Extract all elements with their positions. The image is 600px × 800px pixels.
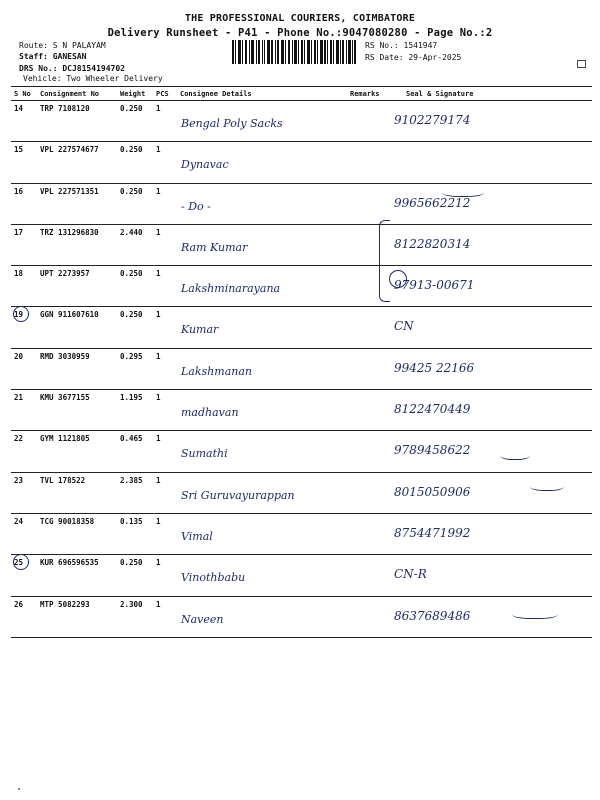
column-header-consignment: Consignment No [37, 87, 117, 101]
consignment-cell-text: GYM 1121805 [40, 434, 90, 444]
pcs-cell-text: 1 [156, 558, 161, 568]
weight-cell [117, 142, 153, 183]
consignee-cell [177, 307, 347, 348]
pcs-cell [153, 224, 177, 265]
weight-cell-text: 0.135 [120, 516, 143, 526]
consignee-cell-text: Naveen [181, 612, 224, 626]
weight-cell-text: 0.250 [120, 558, 143, 568]
table-row [11, 183, 592, 224]
consignment-cell [37, 307, 117, 348]
weight-cell-text: 0.250 [120, 310, 143, 320]
consignee-cell-text: Dynavac [181, 158, 229, 172]
signature-cell-text: 8122470449 [394, 402, 471, 417]
pcs-cell-text: 1 [156, 310, 161, 320]
pcs-cell [153, 555, 177, 596]
signature-cell [384, 307, 592, 348]
pcs-cell [153, 266, 177, 307]
consignment-cell-text: VPL 227571351 [40, 186, 99, 196]
pcs-cell-text: 1 [156, 269, 161, 279]
weight-cell-text: 2.440 [120, 227, 143, 237]
consignment-cell-text: TVL 178522 [40, 475, 86, 485]
consignment-cell [37, 513, 117, 554]
sno-cell-text: 22 [14, 434, 24, 444]
pen-scribble [442, 186, 484, 197]
table-row [11, 472, 592, 513]
consignee-cell [177, 183, 347, 224]
remarks-cell [347, 142, 384, 183]
sno-cell-text: 14 [14, 104, 24, 113]
pcs-cell-text: 1 [156, 186, 161, 196]
consignee-cell [177, 472, 347, 513]
barcode-image [232, 40, 356, 64]
signature-cell [384, 101, 592, 142]
consignee-cell [177, 390, 347, 431]
signature-cell-text: 8015050906 [394, 484, 471, 499]
sno-cell-text: 20 [14, 351, 24, 361]
signature-cell [384, 472, 592, 513]
signature-cell-text: 9789458622 [394, 443, 471, 458]
sno-cell [11, 555, 37, 596]
weight-cell-text: 2.385 [120, 475, 143, 485]
column-header-signature: Seal & Signature [384, 87, 592, 101]
sno-cell [11, 596, 37, 637]
remarks-cell [347, 348, 384, 389]
consignee-cell [177, 142, 347, 183]
signature-cell-text: 8754471992 [394, 525, 471, 540]
sno-cell-text: 15 [14, 145, 24, 155]
signature-cell [384, 555, 592, 596]
vehicle-label: Vehicle: Two Wheeler Delivery [23, 74, 163, 83]
drs-number: DRS No.: DCJ8154194702 [19, 64, 125, 73]
consignment-cell [37, 142, 117, 183]
pen-scribble [500, 449, 530, 460]
signature-cell [384, 183, 592, 224]
title-line-2: Delivery Runsheet - P41 - Phone No.:9047080280 - Page No.:2 [107, 27, 493, 39]
consignment-cell-text: UPT 2273957 [40, 269, 90, 279]
column-header-weight: Weight [117, 87, 153, 101]
weight-cell [117, 390, 153, 431]
table-row [11, 555, 592, 596]
consignee-cell [177, 513, 347, 554]
pcs-cell [153, 183, 177, 224]
consignee-cell-text: madhavan [181, 406, 239, 420]
signature-cell [384, 224, 592, 265]
column-header-sno: S No [11, 87, 37, 101]
remarks-cell [347, 513, 384, 554]
rs-date: RS Date: 29-Apr-2025 [365, 53, 462, 62]
table-row [11, 224, 592, 265]
route-label: Route: S N PALAYAM [19, 41, 106, 50]
pcs-cell [153, 472, 177, 513]
consignee-cell-text: Lakshmanan [181, 364, 252, 378]
sno-cell-text: 21 [14, 393, 24, 403]
weight-cell [117, 183, 153, 224]
consignment-cell [37, 183, 117, 224]
sno-cell [11, 142, 37, 183]
pcs-cell-text: 1 [156, 104, 161, 113]
sno-cell-text: 16 [14, 186, 24, 196]
consignment-cell [37, 472, 117, 513]
weight-cell [117, 266, 153, 307]
consignment-cell [37, 596, 117, 637]
remarks-cell [347, 472, 384, 513]
signature-cell-text: 8122820314 [394, 236, 471, 251]
pcs-cell [153, 307, 177, 348]
signature-cell [384, 431, 592, 472]
column-header-remarks: Remarks [347, 87, 384, 101]
consignment-cell-text: TCG 90018358 [40, 516, 95, 526]
runsheet-table [11, 86, 592, 638]
consignment-cell-text: TRZ 131296830 [40, 227, 99, 237]
signature-cell-text: 8637689486 [394, 608, 471, 623]
consignee-cell-text: Kumar [181, 323, 219, 337]
pcs-cell [153, 390, 177, 431]
weight-cell-text: 2.300 [120, 599, 143, 609]
sno-cell [11, 348, 37, 389]
consignee-cell-text: Lakshminarayana [181, 282, 281, 296]
consignment-cell-text: TRP 7108120 [40, 104, 90, 113]
signature-cell [384, 266, 592, 307]
pcs-cell [153, 431, 177, 472]
weight-cell [117, 555, 153, 596]
staff-label: Staff: [19, 52, 48, 61]
signature-cell [384, 596, 592, 637]
consignee-cell-text: Vimal [181, 529, 213, 543]
consignment-cell-text: VPL 227574677 [40, 145, 99, 155]
remarks-cell [347, 390, 384, 431]
sno-cell [11, 472, 37, 513]
consignee-cell-text: Ram Kumar [181, 240, 248, 254]
consignee-cell [177, 266, 347, 307]
table-row [11, 390, 592, 431]
signature-cell-text: CN [394, 319, 414, 334]
pcs-cell [153, 348, 177, 389]
sno-cell-text: 26 [14, 599, 24, 609]
signature-cell [384, 513, 592, 554]
weight-cell-text: 0.465 [120, 434, 143, 444]
sno-cell [11, 390, 37, 431]
pcs-cell-text: 1 [156, 393, 161, 403]
consignee-cell [177, 596, 347, 637]
signature-cell-text: 9102279174 [394, 113, 471, 127]
signature-cell [384, 348, 592, 389]
consignment-cell-text: RMD 3030959 [40, 351, 90, 361]
consignment-cell [37, 555, 117, 596]
weight-cell-text: 0.250 [120, 145, 143, 155]
staff-row [19, 52, 86, 61]
table-row [11, 142, 592, 183]
consignment-cell-text: MTP 5082293 [40, 599, 90, 609]
remarks-cell [347, 183, 384, 224]
table-row [11, 513, 592, 554]
weight-cell [117, 513, 153, 554]
pcs-cell-text: 1 [156, 145, 161, 155]
sno-cell-text: 17 [14, 227, 24, 237]
remarks-cell [347, 596, 384, 637]
consignee-cell-text: - Do - [181, 199, 211, 213]
weight-cell [117, 224, 153, 265]
weight-cell [117, 348, 153, 389]
consignee-cell [177, 101, 347, 142]
weight-cell [117, 596, 153, 637]
pcs-cell-text: 1 [156, 475, 161, 485]
remarks-cell [347, 555, 384, 596]
pcs-cell [153, 596, 177, 637]
weight-cell-text: 0.250 [120, 269, 143, 279]
table-row [11, 596, 592, 637]
weight-cell-text: 1.195 [120, 393, 143, 403]
consignee-cell [177, 555, 347, 596]
weight-cell-text: 0.250 [120, 186, 143, 196]
consignee-cell-text: Sri Guruvayurappan [181, 488, 295, 502]
weight-cell [117, 431, 153, 472]
sno-cell-text: 25 [14, 558, 24, 568]
pcs-cell-text: 1 [156, 516, 161, 526]
pen-scribble [512, 608, 558, 619]
table-row [11, 348, 592, 389]
table-row [11, 101, 592, 142]
signature-cell-text: 99425 22166 [394, 360, 475, 375]
pen-circle-mark [13, 554, 29, 570]
weight-cell-text: 0.295 [120, 351, 143, 361]
column-header-consignee: Consignee Details [177, 87, 347, 101]
consignment-cell [37, 431, 117, 472]
sno-cell [11, 183, 37, 224]
pen-scribble [530, 480, 564, 491]
column-header-pcs: PCS [153, 87, 177, 101]
sno-cell [11, 224, 37, 265]
consignment-cell [37, 101, 117, 142]
sno-cell [11, 266, 37, 307]
signature-cell-text [384, 142, 592, 154]
remarks-cell [347, 307, 384, 348]
pcs-cell [153, 513, 177, 554]
consignee-cell-text: Bengal Poly Sacks [181, 117, 283, 130]
signature-cell-text: 9965662212 [394, 195, 471, 210]
sno-cell-text: 18 [14, 269, 24, 279]
scan-dot [18, 788, 20, 790]
pen-bracket [379, 220, 390, 302]
remarks-cell [347, 101, 384, 142]
weight-cell [117, 307, 153, 348]
consignee-cell [177, 348, 347, 389]
consignee-cell-text: Sumathi [181, 447, 228, 461]
consignment-cell-text: KMU 3677155 [40, 393, 90, 403]
signature-cell [384, 142, 592, 183]
pcs-cell [153, 142, 177, 183]
signature-cell-text: CN-R [394, 567, 427, 582]
pcs-cell-text: 1 [156, 351, 161, 361]
sno-cell [11, 307, 37, 348]
sno-cell [11, 101, 37, 142]
weight-cell [117, 472, 153, 513]
table-row [11, 307, 592, 348]
rs-number: RS No.: 1541947 [365, 41, 438, 50]
table-row [11, 266, 592, 307]
staff-value: GANESAN [52, 52, 87, 61]
title-line-1: THE PROFESSIONAL COURIERS, COIMBATORE [184, 13, 416, 24]
consignment-cell-text: KUR 696596535 [40, 558, 99, 568]
pen-circle [389, 270, 407, 288]
sno-cell [11, 513, 37, 554]
pcs-cell-text: 1 [156, 599, 161, 609]
consignment-cell [37, 390, 117, 431]
sno-cell [11, 431, 37, 472]
pcs-cell [153, 101, 177, 142]
weight-cell [117, 101, 153, 142]
consignment-cell [37, 266, 117, 307]
consignee-cell [177, 224, 347, 265]
sno-cell-text: 19 [14, 310, 24, 320]
consignment-cell-text: GGN 911607610 [40, 310, 99, 320]
pen-circle-mark [13, 306, 29, 322]
pcs-cell-text: 1 [156, 434, 161, 444]
signature-cell [384, 390, 592, 431]
consignment-cell [37, 224, 117, 265]
sno-cell-text: 24 [14, 516, 24, 526]
signature-cell-text: 97913-00671 [394, 278, 475, 293]
consignee-cell [177, 431, 347, 472]
consignment-cell [37, 348, 117, 389]
pcs-cell-text: 1 [156, 227, 161, 237]
remarks-cell [347, 431, 384, 472]
sno-cell-text: 23 [14, 475, 24, 485]
weight-cell-text: 0.250 [120, 104, 143, 113]
corner-checkbox [577, 60, 586, 68]
table-header-row [11, 87, 592, 101]
consignee-cell-text: Vinothbabu [181, 571, 246, 585]
